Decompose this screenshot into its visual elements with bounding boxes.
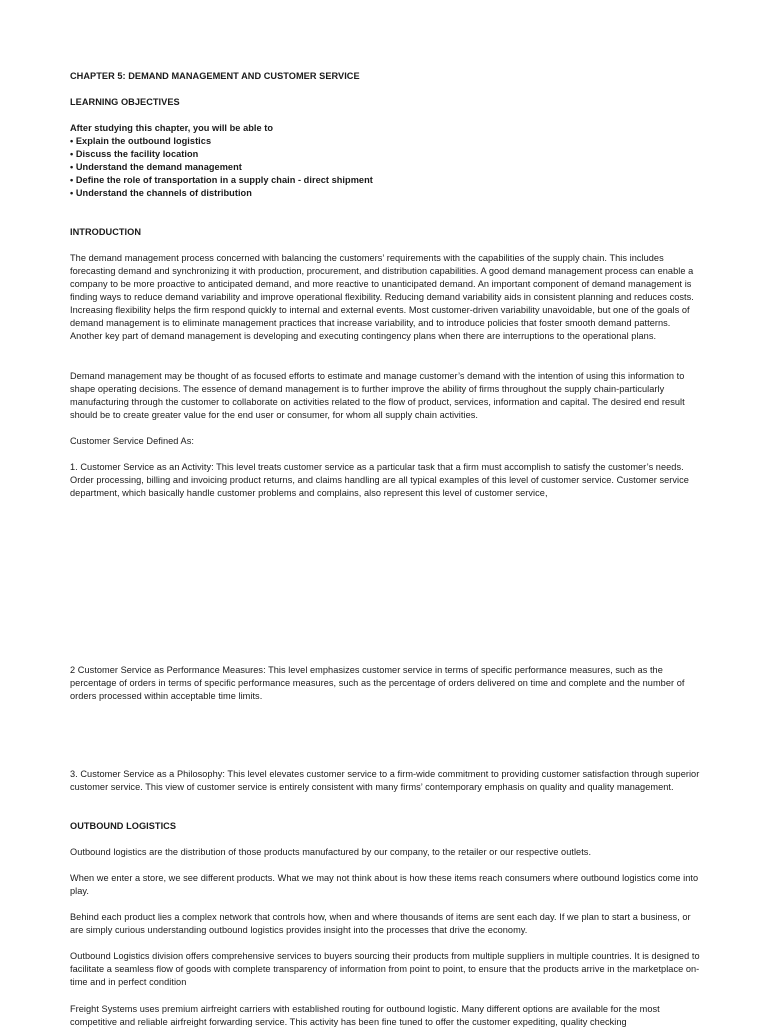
customer-service-activity: 1. Customer Service as an Activity: This level treats customer service as a particular task that a firm must accomplish to satisfy the customer’s needs. Order processing, billing and invoicing product returns, and claims handling are all typical examples of this level of customer service. Customer service department, which basically handle customer problems and complains, also represent this level of customer service, — [70, 462, 689, 498]
outbound-logistics-heading: OUTBOUND LOGISTICS — [70, 821, 177, 831]
learning-objectives-list — [70, 135, 702, 200]
objective-item: • Discuss the facility location — [70, 149, 199, 159]
objective-item: • Understand the demand management — [70, 162, 242, 172]
objective-item: • Understand the channels of distribution — [70, 188, 252, 198]
introduction-paragraph-1: The demand management process concerned with balancing the customers’ requirements with the capabilities of the supply chain. This includes forecasting demand and synchronizing it with production, procurement, and distribution capabilities. A good demand management process can enable a company to be more proactive to anticipated demand, and more reactive to unanticipated demand. An important component of demand management is finding ways to reduce demand variability and improve operational flexibility. Reducing demand variability aids in consistent planning and reduces costs. Increasing flexibility helps the firm respond quickly to internal and external events. Most customer-driven variability unavoidable, but one of the goals of demand management is to eliminate management practices that increase variability, and to introduce policies that foster smooth demand patterns. Another key part of demand management is developing and executing contingency plans when there are interruptions to the operational plans. — [70, 253, 694, 341]
customer-service-philosophy: 3. Customer Service as a Philosophy: This level elevates customer service to a firm-wide commitment to providing customer satisfaction through superior customer service. This view of customer service is entirely consistent with many firms’ contemporary emphasis on quality and quality management. — [70, 769, 700, 792]
outbound-logistics-paragraph-4: Outbound Logistics division offers comprehensive services to buyers sourcing their products from multiple suppliers in multiple countries. It is designed to facilitate a seamless flow of goods with complete transparency of information from point to point, to ensure that the products arrive in the marketplace on-time and in perfect condition — [70, 951, 700, 987]
introduction-paragraph-2: Demand management may be thought of as focused efforts to estimate and manage customer’s demand with the intention of using this information to shape operating decisions. The essence of demand management is to further improve the ability of firms throughout the supply chain-particularly manufacturing through the customer to collaborate on activities related to the flow of product, services, information and capital. The desired end result should be to create greater value for the end user or consumer, for whom all supply chain activities. — [70, 371, 685, 420]
chapter-title: CHAPTER 5: DEMAND MANAGEMENT AND CUSTOMER SERVICE — [70, 71, 360, 81]
customer-service-defined-label: Customer Service Defined As: — [70, 436, 194, 446]
learning-objectives-heading: LEARNING OBJECTIVES — [70, 97, 180, 107]
objective-item: • Explain the outbound logistics — [70, 136, 212, 146]
outbound-logistics-paragraph-5: Freight Systems uses premium airfreight carriers with established routing for outbound logistic. Many different options are available for the most competitive and reliable airfreight forwarding service. This activity has been fine tuned to offer the customer expediting, quality checking — [70, 1004, 660, 1027]
outbound-logistics-paragraph-2: When we enter a store, we see different products. What we may not think about is how these items reach consumers where outbound logistics come into play. — [70, 873, 699, 896]
learning-objectives-intro: After studying this chapter, you will be able to — [70, 123, 274, 133]
customer-service-performance: 2 Customer Service as Performance Measures: This level emphasizes customer service in terms of specific performance measures, such as the percentage of orders in terms of specific performance measures, such as the percentage of orders delivered on time and complete and the number of orders processed within acceptable time limits. — [70, 665, 685, 701]
outbound-logistics-paragraph-1: Outbound logistics are the distribution of those products manufactured by our company, to the retailer or our respective outlets. — [70, 847, 592, 857]
objective-item: • Define the role of transportation in a supply chain - direct shipment — [70, 175, 373, 185]
outbound-logistics-paragraph-3: Behind each product lies a complex network that controls how, when and where thousands of items are sent each day. If we plan to start a business, or are simply curious understanding outbound logistics provides insight into the processes that drive the economy. — [70, 912, 691, 935]
introduction-heading: INTRODUCTION — [70, 227, 142, 237]
